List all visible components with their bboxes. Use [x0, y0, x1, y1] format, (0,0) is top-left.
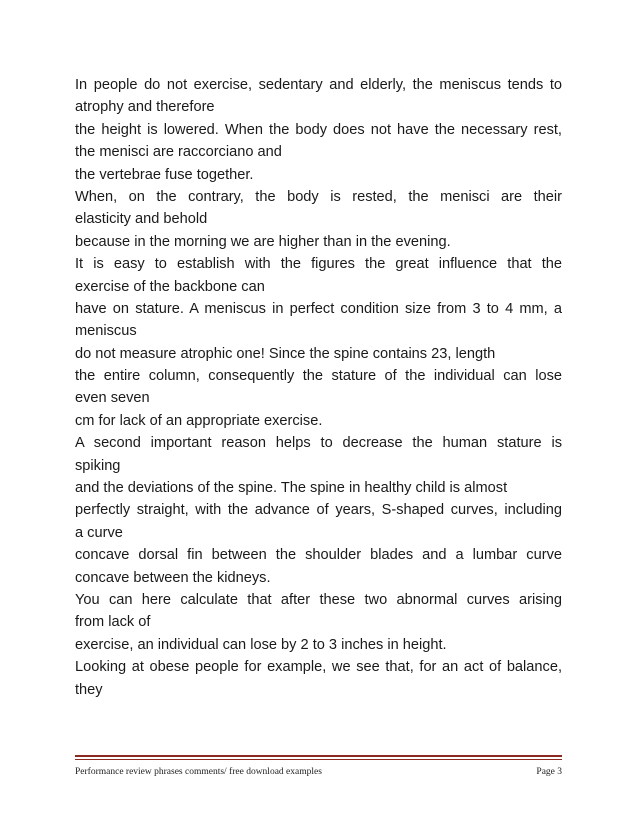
- footer-rule-thin: [75, 759, 562, 760]
- text-line: the vertebrae fuse together.: [75, 166, 254, 183]
- text-line: cm for lack of an appropriate exercise.: [75, 412, 323, 429]
- text-line: a curve: [75, 524, 123, 541]
- page-footer: [75, 765, 562, 779]
- text-line: meniscus: [75, 323, 137, 340]
- text-line: the entire column, consequently the stature of the individual can lose: [75, 368, 562, 385]
- text-line: from lack of: [75, 614, 151, 631]
- text-line: the menisci are raccorciano and: [75, 144, 282, 161]
- footer-title: Performance review phrases comments/ free download examples: [75, 767, 322, 777]
- text-line: It is easy to establish with the figures the great influence that the: [75, 256, 562, 273]
- body-text: [75, 74, 562, 701]
- text-line: exercise of the backbone can: [75, 278, 265, 295]
- text-line: spiking: [75, 457, 121, 474]
- page-number: Page 3: [536, 767, 562, 777]
- text-line: When, on the contrary, the body is rested, the menisci are their: [75, 188, 562, 205]
- text-line: In people do not exercise, sedentary and elderly, the meniscus tends to: [75, 77, 562, 93]
- text-line: atrophy and therefore: [75, 99, 215, 116]
- text-line: because in the morning we are higher than in the evening.: [75, 233, 451, 250]
- text-line: they: [75, 681, 103, 698]
- text-line: concave dorsal fin between the shoulder blades and a lumbar curve: [75, 547, 562, 564]
- footer-rule-thick: [75, 755, 562, 757]
- text-line: the height is lowered. When the body does not have the necessary rest,: [75, 121, 562, 138]
- text-line: even seven: [75, 390, 150, 407]
- text-line: and the deviations of the spine. The spine in healthy child is almost: [75, 480, 508, 497]
- text-line: A second important reason helps to decrease the human stature is: [75, 435, 562, 452]
- text-line: Looking at obese people for example, we see that, for an act of balance,: [75, 659, 562, 676]
- text-line: elasticity and behold: [75, 211, 208, 228]
- text-line: concave between the kidneys.: [75, 569, 271, 586]
- text-line: perfectly straight, with the advance of years, S-shaped curves, including: [75, 502, 562, 519]
- text-line: have on stature. A meniscus in perfect condition size from 3 to 4 mm, a: [75, 300, 562, 317]
- text-line: You can here calculate that after these two abnormal curves arising: [75, 591, 562, 608]
- text-line: do not measure atrophic one! Since the spine contains 23, length: [75, 345, 496, 362]
- text-line: exercise, an individual can lose by 2 to 3 inches in height.: [75, 636, 447, 653]
